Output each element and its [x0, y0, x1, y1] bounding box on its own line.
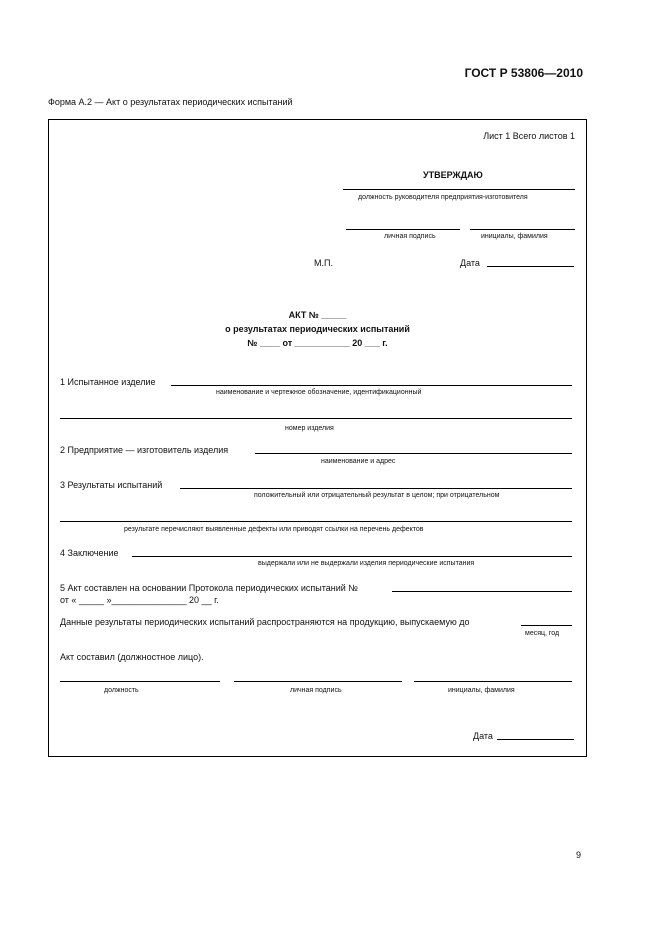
item4-label: 4 Заключение [60, 548, 119, 558]
compiled-position-line [60, 681, 220, 682]
item1-line [171, 385, 572, 386]
sheet-info: Лист 1 Всего листов 1 [483, 131, 575, 141]
stamp-label: М.П. [314, 258, 333, 268]
compiled-date-line [497, 739, 574, 740]
standard-code: ГОСТ Р 53806—2010 [464, 66, 583, 80]
name-line [470, 229, 575, 230]
signature-line [346, 229, 460, 230]
item3-label: 3 Результаты испытаний [60, 480, 163, 490]
item1-label: 1 Испытанное изделие [60, 377, 156, 387]
item4-line [132, 556, 572, 557]
item2-hint: наименование и адрес [321, 458, 396, 465]
compiled-signature-line [234, 681, 402, 682]
item5-line [392, 591, 572, 592]
compiled-text: Акт составил (должностное лицо). [60, 652, 204, 662]
item4-hint: выдержали или не выдержали изделия периодические испытания [258, 560, 475, 567]
act-title: АКТ № _____ [288, 310, 347, 320]
validity-hint: месяц, год [525, 630, 560, 637]
validity-line [521, 625, 572, 626]
approve-date-label: Дата [460, 258, 480, 268]
position-line [343, 189, 575, 190]
item2-label: 2 Предприятие — изготовитель изделия [60, 445, 229, 455]
act-number-line: № ____ от ___________ 20 ___ г. [247, 338, 388, 348]
item3-hint2: результате перечисляют выявленные дефекты или приводят ссылки на перечень дефектов [124, 526, 424, 533]
item1-hint2: номер изделия [285, 425, 334, 432]
item1-line2 [60, 418, 572, 419]
approve-title: УТВЕРЖДАЮ [423, 170, 483, 180]
item3-line2 [60, 521, 572, 522]
item5-date: от « _____ »_______________ 20 __ г. [60, 595, 219, 605]
compiled-name-line [414, 681, 572, 682]
compiled-signature-hint: личная подпись [290, 687, 342, 694]
item3-line [180, 488, 572, 489]
validity-text: Данные результаты периодических испытаний распространяются на продукцию, выпускаемую до [60, 617, 470, 627]
item1-hint: наименование и чертежное обозначение, идентификационный [216, 389, 422, 396]
act-subtitle: о результатах периодических испытаний [225, 324, 410, 334]
item2-line [255, 453, 572, 454]
name-hint: инициалы, фамилия [481, 233, 548, 240]
page-number: 9 [576, 850, 582, 860]
compiled-date-label: Дата [473, 731, 493, 741]
item3-hint: положительный или отрицательный результат в целом; при отрицательном [254, 492, 500, 499]
item5-label: 5 Акт составлен на основании Протокола периодических испытаний № [60, 583, 358, 593]
compiled-name-hint: инициалы, фамилия [448, 687, 515, 694]
compiled-position-hint: должность [104, 687, 139, 694]
position-hint: должность руководителя предприятия-изготовителя [358, 194, 528, 201]
form-caption: Форма А.2 — Акт о результатах периодических испытаний [48, 97, 293, 107]
approve-date-line [487, 266, 574, 267]
signature-hint: личная подпись [384, 233, 436, 240]
